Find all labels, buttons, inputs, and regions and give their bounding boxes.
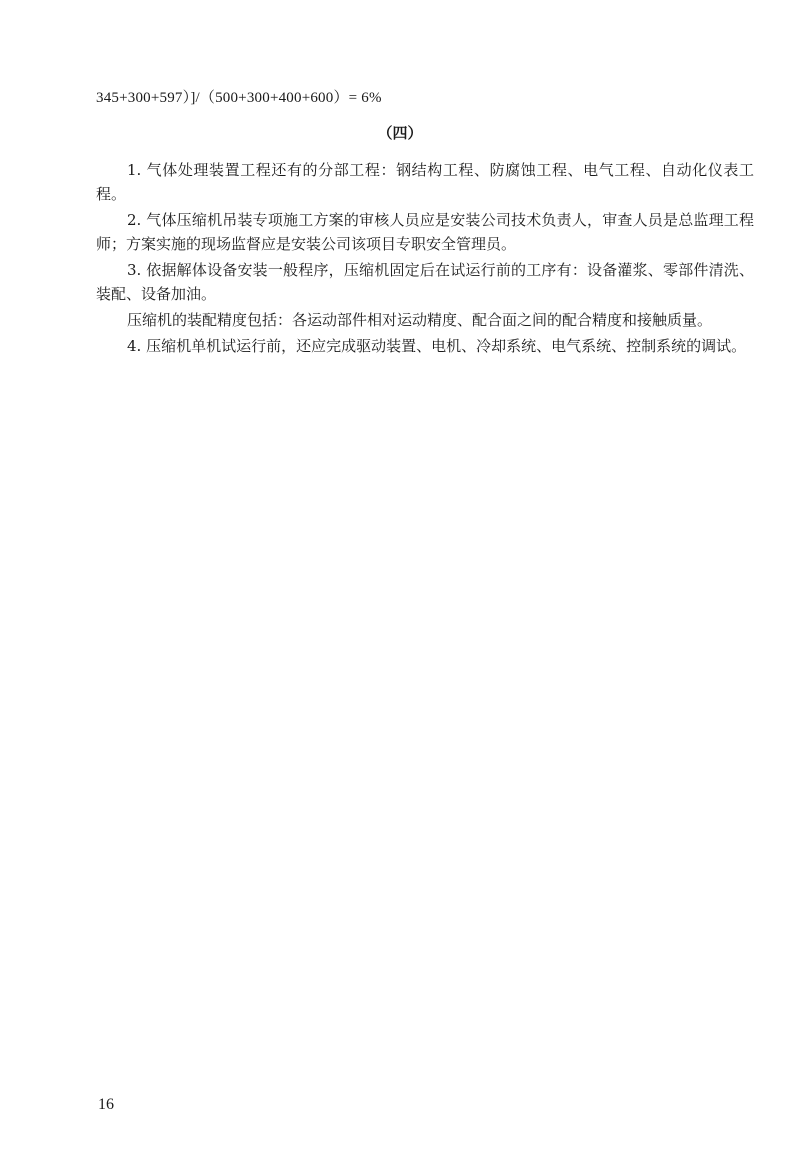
page-number: 16 xyxy=(98,1096,114,1113)
answer-paragraph-4: 4. 压缩机单机试运行前，还应完成驱动装置、电机、冷却系统、电气系统、控制系统的调试。 xyxy=(127,337,747,355)
answer-paragraph-2: 2. 气体压缩机吊装专项施工方案的审核人员应是安装公司技术负责人，审查人员是总监理工程师；方案实施的现场监督应是安装公司该项目专职安全管理员。 xyxy=(96,211,754,253)
section-heading: （四） xyxy=(377,124,423,142)
answer-paragraph-3: 3. 依据解体设备安装一般程序，压缩机固定后在试运行前的工序有：设备灌浆、零部件清洗、装配、设备加油。 xyxy=(96,261,754,303)
answer-paragraph-3-continued: 压缩机的装配精度包括：各运动部件相对运动精度、配合面之间的配合精度和接触质量。 xyxy=(127,311,713,329)
answer-paragraph-1: 1. 气体处理装置工程还有的分部工程：钢结构工程、防腐蚀工程、电气工程、自动化仪表工程。 xyxy=(96,161,754,203)
formula-line: 345+300+597）]/（500+300+400+600）= 6% xyxy=(96,90,382,106)
answer-body xyxy=(96,158,754,360)
